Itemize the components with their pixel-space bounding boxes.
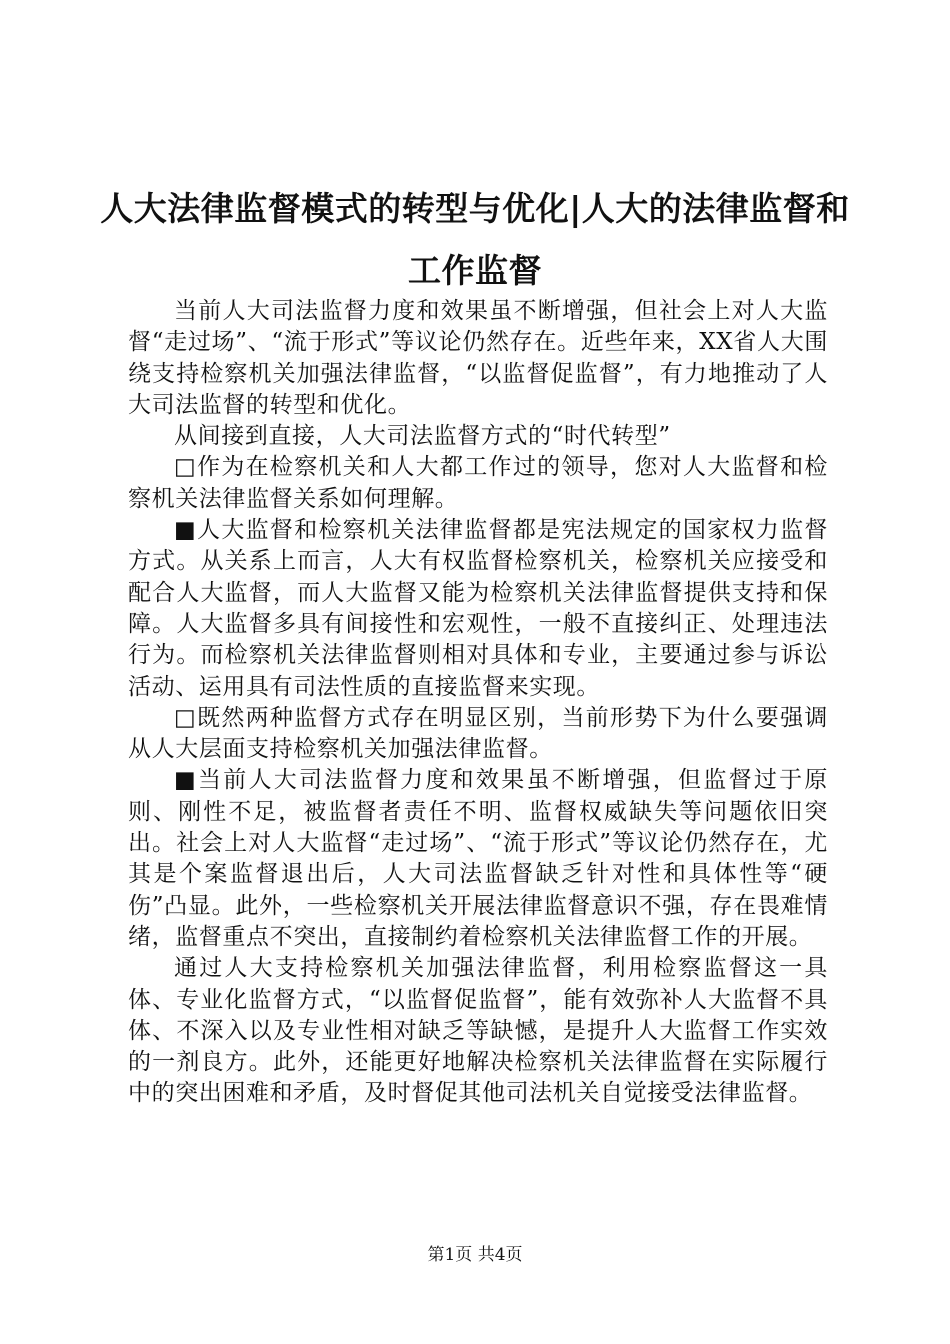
paragraph-section-heading: 从间接到直接，人大司法监督方式的“时代转型” [174, 423, 671, 450]
paragraph-question-2: □既然两种监督方式存在明显区别，当前形势下为什么要强调从人大层面支持检察机关加强法律监督。 [128, 704, 828, 763]
document-body [128, 296, 828, 1110]
paragraph-conclusion: 通过人大支持检察机关加强法律监督，利用检察监督这一具体、专业化监督方式，“以监督促监督”，能有效弥补人大监督不具体、不深入以及专业性相对缺乏等缺憾，是提升人大监督工作实效的一剂良方。此外，还能更好地解决检察机关法律监督在实际履行中的突出困难和矛盾，及时督促其他司法机关自觉接受法律监督。 [128, 955, 828, 1107]
paragraph-question-1: □作为在检察机关和人大都工作过的领导，您对人大监督和检察机关法律监督关系如何理解。 [128, 454, 828, 512]
paragraph-answer-1: ■人大监督和检察机关法律监督都是宪法规定的国家权力监督方式。从关系上而言，人大有权监督检察机关，检察机关应接受和配合人大监督，而人大监督又能为检察机关法律监督提供支持和保障。人大监督多具有间接性和宏观性，一般不直接纠正、处理违法行为。而检察机关法律监督则相对具体和专业，主要通过参与诉讼活动、运用具有司法性质的直接监督来实现。 [128, 517, 828, 700]
paragraph-intro: 当前人大司法监督力度和效果虽不断增强，但社会上对人大监督“走过场”、“流于形式”等议论仍然存在。近些年来，XX省人大围绕支持检察机关加强法律监督，“以监督促监督”，有力地推动了人大司法监督的转型和优化。 [128, 298, 828, 418]
page-number-footer: 第1页 共4页 [427, 1245, 523, 1265]
document-title: 人大法律监督模式的转型与优化|人大的法律监督和工作监督 [100, 189, 850, 290]
paragraph-answer-2: ■当前人大司法监督力度和效果虽不断增强，但监督过于原则、刚性不足，被监督者责任不明、监督权威缺失等问题依旧突出。社会上对人大监督“走过场”、“流于形式”等议论仍然存在，尤其是个案监督退出后，人大司法监督缺乏针对性和具体性等“硬伤”凸显。此外，一些检察机关开展法律监督意识不强，存在畏难情绪，监督重点不突出，直接制约着检察机关法律监督工作的开展。 [128, 767, 828, 950]
